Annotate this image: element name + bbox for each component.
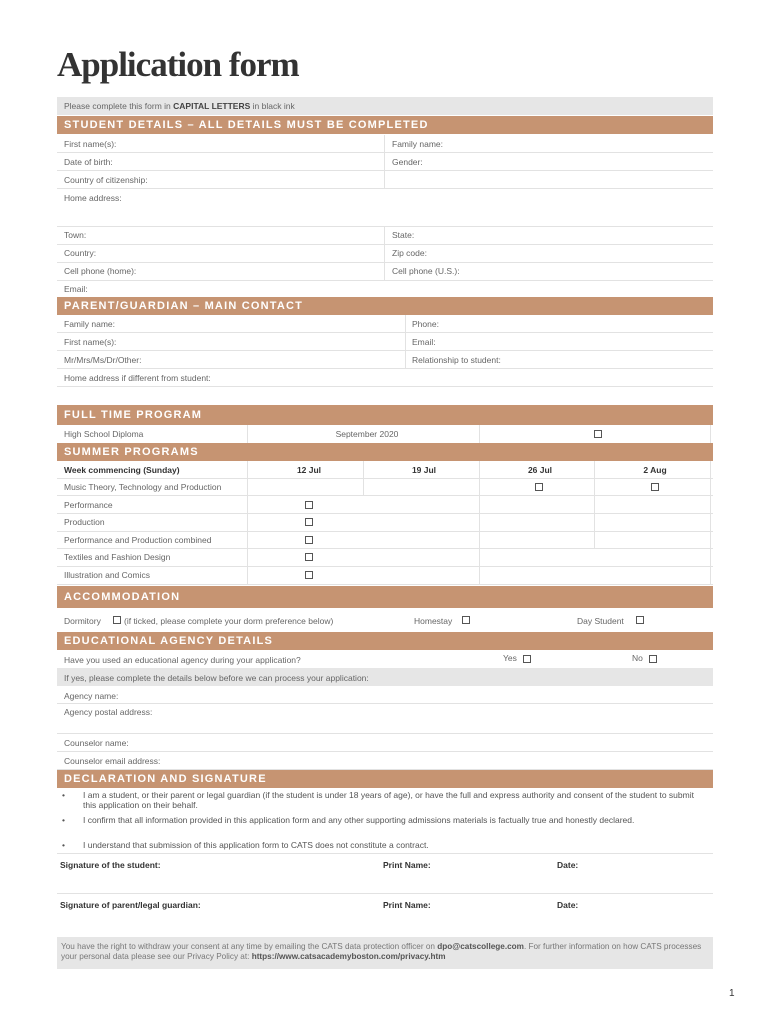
full-time-program-date: September 2020: [335, 429, 399, 439]
music-26-jul-checkbox[interactable]: [535, 483, 543, 491]
summer-program-row: Production: [64, 517, 105, 527]
performance-production-checkbox[interactable]: [305, 536, 313, 544]
week-26-jul: 26 Jul: [527, 465, 553, 475]
agency-header: EDUCATIONAL AGENCY DETAILS: [57, 632, 713, 650]
agency-note: If yes, please complete the details below before we can process your application:: [64, 673, 369, 683]
full-time-program-checkbox[interactable]: [594, 430, 602, 438]
parent-email-field[interactable]: Email:: [412, 337, 436, 347]
student-print-name-field[interactable]: Print Name:: [383, 860, 431, 870]
full-time-program-name: High School Diploma: [64, 429, 144, 439]
full-time-program-header: FULL TIME PROGRAM: [57, 405, 713, 425]
parent-phone-field[interactable]: Phone:: [412, 319, 439, 329]
week-commencing-label: Week commencing (Sunday): [64, 465, 180, 475]
privacy-policy-link[interactable]: https://www.catsacademyboston.com/privacy.htm: [251, 952, 446, 961]
accommodation-header: ACCOMMODATION: [57, 586, 713, 608]
student-town-field[interactable]: Town:: [64, 230, 87, 240]
student-citizenship-field[interactable]: Country of citizenship:: [64, 175, 148, 185]
day-student-checkbox[interactable]: [636, 616, 644, 624]
week-19-jul: 19 Jul: [411, 465, 437, 475]
homestay-checkbox[interactable]: [462, 616, 470, 624]
homestay-label: Homestay: [414, 616, 453, 626]
agency-postal-field[interactable]: Agency postal address:: [64, 707, 153, 717]
bullet: •: [62, 815, 65, 825]
parent-date-field[interactable]: Date:: [557, 900, 579, 910]
dormitory-checkbox[interactable]: [113, 616, 121, 624]
parent-family-name-field[interactable]: Family name:: [64, 319, 116, 329]
counselor-email-field[interactable]: Counselor email address:: [64, 756, 161, 766]
agency-no-label: No: [632, 653, 643, 663]
production-checkbox[interactable]: [305, 518, 313, 526]
week-12-jul: 12 Jul: [296, 465, 322, 475]
instructions-bar: [57, 97, 713, 115]
summer-program-row: Performance and Production combined: [64, 535, 212, 545]
declaration-header: DECLARATION AND SIGNATURE: [57, 770, 713, 788]
counselor-name-field[interactable]: Counselor name:: [64, 738, 129, 748]
page-number: 1: [729, 988, 735, 999]
declaration-item: I confirm that all information provided in this application form and any other supporting admissions materials is factually true and honestly declared.: [83, 815, 635, 825]
student-zip-field[interactable]: Zip code:: [392, 248, 427, 258]
summer-programs-header: SUMMER PROGRAMS: [57, 443, 713, 461]
student-email-field[interactable]: Email:: [64, 284, 88, 294]
bullet: •: [62, 790, 65, 800]
parent-print-name-field[interactable]: Print Name:: [383, 900, 431, 910]
student-country-field[interactable]: Country:: [64, 248, 97, 258]
illustration-checkbox[interactable]: [305, 571, 313, 579]
summer-program-row: Music Theory, Technology and Production: [64, 482, 222, 492]
day-student-label: Day Student: [577, 616, 624, 626]
dormitory-label: Dormitory: [64, 616, 101, 626]
performance-checkbox[interactable]: [305, 501, 313, 509]
parent-signature-field[interactable]: Signature of parent/legal guardian:: [60, 900, 201, 910]
parent-address-field[interactable]: Home address if different from student:: [64, 373, 211, 383]
student-signature-field[interactable]: Signature of the student:: [60, 860, 161, 870]
parent-first-name-field[interactable]: First name(s):: [64, 337, 117, 347]
privacy-text-2: . For further information on how CATS processes your personal data please see our Privacy Policy at:: [61, 942, 702, 961]
student-cell-us-field[interactable]: Cell phone (U.S.):: [392, 266, 460, 276]
summer-program-row: Illustration and Comics: [64, 570, 150, 580]
parent-title-field[interactable]: Mr/Mrs/Ms/Dr/Other:: [64, 355, 142, 365]
agency-yes-checkbox[interactable]: [523, 655, 531, 663]
parent-relationship-field[interactable]: Relationship to student:: [412, 355, 501, 365]
textiles-checkbox[interactable]: [305, 553, 313, 561]
privacy-text: You have the right to withdraw your consent at any time by emailing the CATS data protection officer on: [61, 942, 435, 951]
parent-guardian-header: PARENT/GUARDIAN – MAIN CONTACT: [57, 297, 713, 315]
student-gender-field[interactable]: Gender:: [392, 157, 423, 167]
agency-question: Have you used an educational agency during your application?: [64, 655, 301, 665]
summer-program-row: Performance: [64, 500, 113, 510]
instructions-text: Please complete this form in: [64, 101, 171, 111]
instructions-emphasis: CAPITAL LETTERS: [173, 101, 251, 111]
page-title: Application form: [57, 45, 299, 84]
student-family-name-field[interactable]: Family name:: [392, 139, 444, 149]
student-details-header: STUDENT DETAILS – ALL DETAILS MUST BE COMPLETED: [57, 116, 713, 134]
summer-program-row: Textiles and Fashion Design: [64, 552, 171, 562]
student-home-address-field[interactable]: Home address:: [64, 193, 122, 203]
privacy-footer: [57, 937, 713, 969]
music-2-aug-checkbox[interactable]: [651, 483, 659, 491]
student-date-field[interactable]: Date:: [557, 860, 579, 870]
agency-name-field[interactable]: Agency name:: [64, 691, 119, 701]
declaration-item: I am a student, or their parent or legal guardian (if the student is under 18 years of age), or have the full and express authority and consent of the student to submit this application on their behalf.: [83, 790, 694, 810]
student-state-field[interactable]: State:: [392, 230, 415, 240]
agency-no-checkbox[interactable]: [649, 655, 657, 663]
dpo-email-link[interactable]: dpo@catscollege.com: [437, 942, 524, 951]
student-first-name-field[interactable]: First name(s):: [64, 139, 117, 149]
week-2-aug: 2 Aug: [643, 465, 667, 475]
bullet: •: [62, 840, 65, 850]
instructions-text-end: in black ink: [252, 101, 295, 111]
student-dob-field[interactable]: Date of birth:: [64, 157, 113, 167]
student-cell-home-field[interactable]: Cell phone (home):: [64, 266, 137, 276]
dormitory-note: (if ticked, please complete your dorm preference below): [124, 616, 334, 626]
agency-yes-label: Yes: [503, 653, 517, 663]
declaration-item: I understand that submission of this application form to CATS does not constitute a contract.: [83, 840, 429, 850]
